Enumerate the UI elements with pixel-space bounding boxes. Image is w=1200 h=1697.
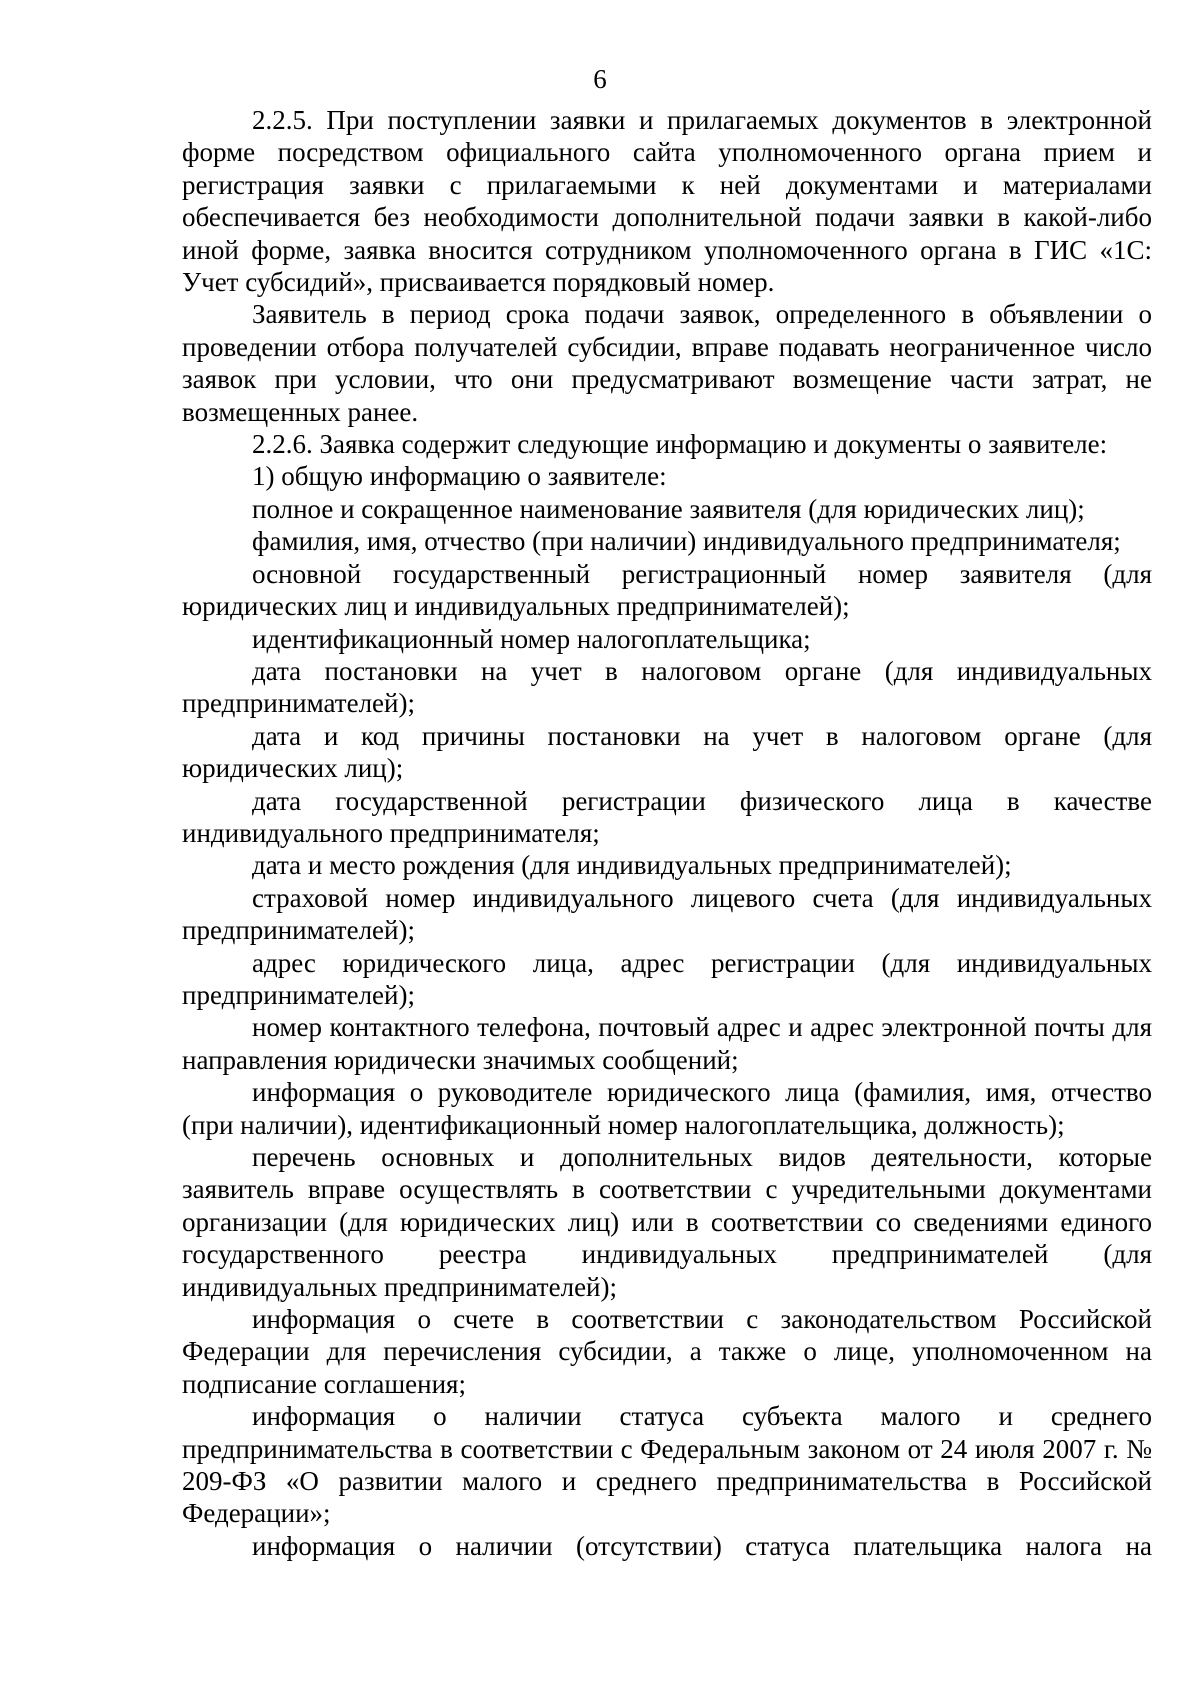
paragraph: информация о наличии (отсутствии) статуса плательщика налога на: [252, 1530, 1152, 1561]
paragraph: 2.2.6. Заявка содержит следующие информацию и документы о заявителе:: [252, 429, 1108, 460]
document-body: [182, 104, 1152, 1562]
paragraph: номер контактного телефона, почтовый адрес и адрес электронной почты для направления юридически значимых сообщений;: [182, 1012, 1152, 1075]
paragraph: информация о наличии статуса субъекта малого и среднего предпринимательства в соответствии с Федеральным законом от 24 июля 2007 г. № 209-ФЗ «О развитии малого и среднего предпринимательства в Российской Федерации»;: [182, 1401, 1152, 1529]
paragraph: информация о счете в соответствии с законодательством Российской Федерации для перечисления субсидии, а также о лице, уполномоченном на подписание соглашения;: [182, 1304, 1152, 1399]
paragraph: фамилия, имя, отчество (при наличии) индивидуального предпринимателя;: [252, 526, 1121, 557]
paragraph: страховой номер индивидуального лицевого счета (для индивидуальных предпринимателей);: [182, 882, 1152, 946]
paragraph: Заявитель в период срока подачи заявок, определенного в объявлении о проведении отбора получателей субсидии, вправе подавать неограниченное число заявок при условии, что они предусматривают возмещение части затрат, не возмещенных ранее.: [182, 299, 1152, 427]
paragraph: идентификационный номер налогоплательщика;: [252, 623, 811, 654]
paragraph: дата постановки на учет в налоговом органе (для индивидуальных предпринимателей);: [182, 655, 1152, 719]
paragraph: адрес юридического лица, адрес регистрации (для индивидуальных предпринимателей);: [182, 947, 1152, 1010]
paragraph: дата и место рождения (для индивидуальных предпринимателей);: [252, 850, 1012, 881]
paragraph: основной государственный регистрационный номер заявителя (для юридических лиц и индивидуальных предпринимателей);: [182, 558, 1152, 622]
paragraph: полное и сокращенное наименование заявителя (для юридических лиц);: [252, 493, 1085, 524]
paragraph: информация о руководителе юридического лица (фамилия, имя, отчество (при наличии), идентификационный номер налогоплательщика, должность);: [182, 1077, 1152, 1140]
paragraph: перечень основных и дополнительных видов деятельности, которые заявитель вправе осуществлять в соответствии с учредительными документами организации (для юридических лиц) или в соответствии со сведениями единого государственного реестра индивидуальных предпринимателей (для индивидуальных предпринимателей);: [182, 1142, 1152, 1302]
page-number: 6: [593, 64, 607, 94]
paragraph: 2.2.5. При поступлении заявки и прилагаемых документов в электронной форме посредством официального сайта уполномоченного органа прием и регистрация заявки с прилагаемыми к ней документами и материалами обеспечивается без необходимости дополнительной подачи заявки в какой-либо иной форме, заявка вносится сотрудником уполномоченного органа в ГИС «1С: Учет субсидий», присваивается порядковый номер.: [182, 105, 1152, 298]
paragraph: дата и код причины постановки на учет в налоговом органе (для юридических лиц);: [182, 720, 1152, 784]
paragraph: дата государственной регистрации физического лица в качестве индивидуального предпринимателя;: [182, 785, 1152, 848]
paragraph: 1) общую информацию о заявителе:: [252, 461, 667, 492]
